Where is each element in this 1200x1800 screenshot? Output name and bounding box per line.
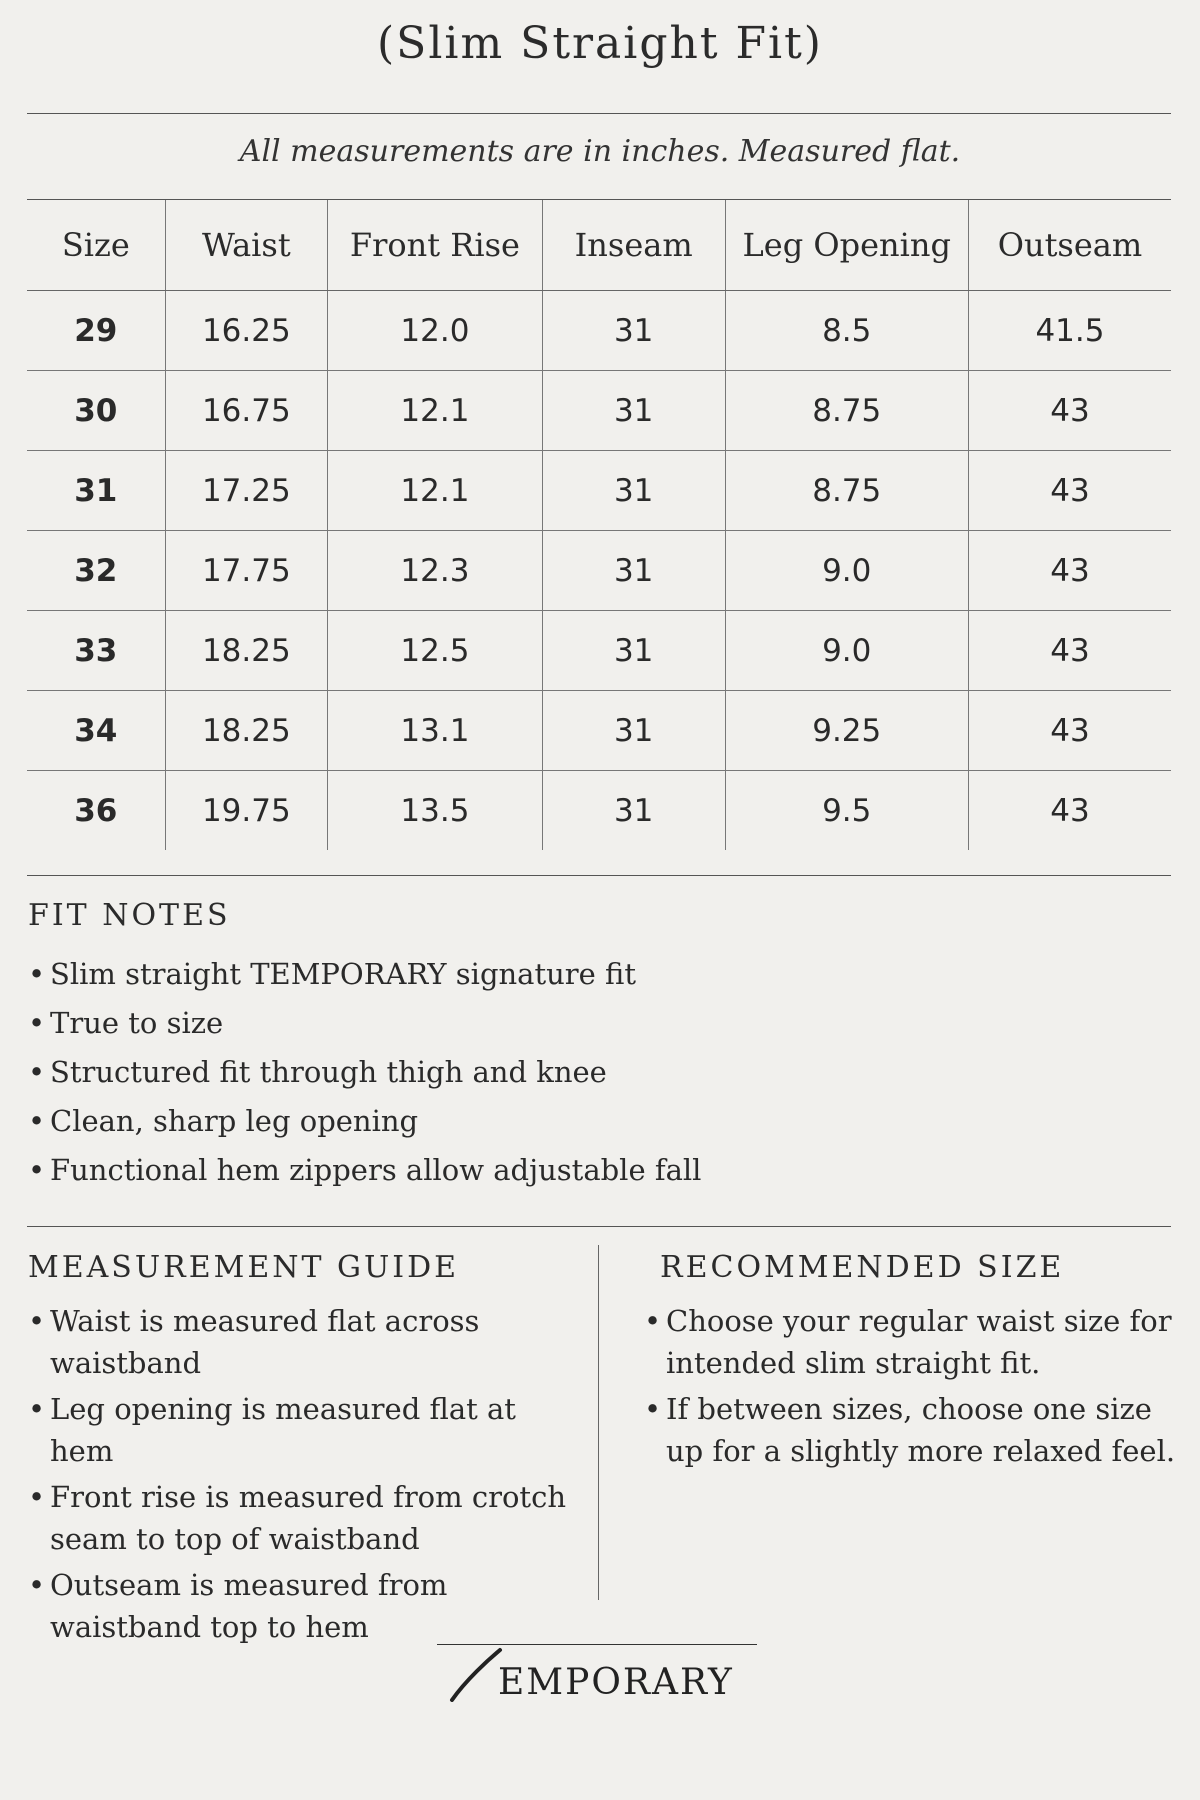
table-row [27, 371, 1171, 451]
waist-cell: 16.75 [165, 371, 327, 451]
column-header-outseam: Outseam [968, 200, 1171, 291]
divider [27, 875, 1171, 876]
leg-opening-cell: 8.75 [725, 451, 968, 531]
outseam-cell: 43 [968, 771, 1171, 851]
leg-opening-cell: 9.0 [725, 531, 968, 611]
table-row [27, 611, 1171, 691]
size-cell: 36 [74, 792, 118, 829]
outseam-cell: 43 [968, 611, 1171, 691]
list-item: • If between sizes, choose one size up for a slightly more relaxed feel. [644, 1388, 1184, 1472]
list-item: • Waist is measured flat across waistband [28, 1300, 568, 1384]
divider [27, 113, 1171, 114]
front-rise-cell: 12.1 [328, 371, 543, 451]
size-cell: 31 [27, 451, 165, 531]
inseam-cell: 31 [542, 451, 725, 531]
size-cell: 33 [27, 611, 165, 691]
measurement-note: All measurements are in inches. Measured flat. [239, 134, 961, 169]
table-row [27, 771, 1171, 851]
measurement-guide-heading: MEASUREMENT GUIDE [28, 1250, 460, 1285]
leg-opening-cell: 8.75 [725, 371, 968, 451]
list-item: • Clean, sharp leg opening [28, 1097, 1168, 1146]
list-item: • Choose your regular waist size for intended slim straight fit. [644, 1300, 1184, 1384]
table-row [27, 451, 1171, 531]
inseam-cell: 31 [542, 691, 725, 771]
list-item: • Front rise is measured from crotch seam to top of waistband [28, 1476, 568, 1560]
size-table [27, 200, 1171, 850]
list-item: • Leg opening is measured flat at hem [28, 1388, 568, 1472]
front-rise-cell: 12.5 [328, 611, 543, 691]
table-row [27, 691, 1171, 771]
divider [27, 1226, 1171, 1227]
inseam-cell: 31 [542, 531, 725, 611]
waist-cell: 18.25 [165, 611, 327, 691]
measurement-guide-list [28, 1300, 568, 1652]
table-row [27, 531, 1171, 611]
inseam-cell: 31 [542, 611, 725, 691]
list-item: • Outseam is measured from waistband top to hem [28, 1564, 568, 1648]
fit-notes-list [28, 950, 1168, 1195]
column-header-waist: Waist [165, 200, 327, 291]
column-header-inseam: Inseam [542, 200, 725, 291]
front-rise-cell: 12.3 [328, 531, 543, 611]
front-rise-cell: 12.0 [328, 291, 543, 371]
leg-opening-cell: 9.25 [725, 691, 968, 771]
column-header-front-rise: Front Rise [328, 200, 543, 291]
table-header-row [27, 200, 1171, 291]
outseam-cell: 41.5 [968, 291, 1171, 371]
list-item: • Slim straight TEMPORARY signature fit [28, 950, 1168, 999]
waist-cell: 19.75 [165, 771, 327, 851]
front-rise-cell: 13.5 [328, 771, 543, 851]
outseam-cell: 43 [968, 371, 1171, 451]
list-item: • True to size [28, 999, 1168, 1048]
inseam-cell: 31 [542, 771, 725, 851]
leg-opening-cell: 9.5 [725, 771, 968, 851]
list-item: • Structured fit through thigh and knee [28, 1048, 1168, 1097]
column-header-leg-opening: Leg Opening [725, 200, 968, 291]
inseam-cell: 31 [542, 371, 725, 451]
inseam-cell: 31 [542, 291, 725, 371]
list-item: • Functional hem zippers allow adjustable fall [28, 1146, 1168, 1195]
outseam-cell: 43 [968, 451, 1171, 531]
logo-rule [437, 1644, 757, 1645]
waist-cell: 17.25 [165, 451, 327, 531]
column-header-size: Size [27, 200, 165, 291]
outseam-cell: 43 [968, 691, 1171, 771]
front-rise-cell: 13.1 [328, 691, 543, 771]
waist-cell: 18.25 [165, 691, 327, 771]
leg-opening-cell: 8.5 [725, 291, 968, 371]
waist-cell: 17.75 [165, 531, 327, 611]
outseam-cell: 43 [968, 531, 1171, 611]
page-title: (Slim Straight Fit) [377, 18, 823, 69]
recommended-size-heading: RECOMMENDED SIZE [660, 1250, 1065, 1285]
logo-text: EMPORARY [498, 1662, 734, 1703]
size-cell: 29 [27, 291, 165, 371]
column-divider [598, 1245, 599, 1600]
recommended-size-list [644, 1300, 1184, 1476]
size-cell: 30 [27, 371, 165, 451]
waist-cell: 16.25 [165, 291, 327, 371]
fit-notes-heading: FIT NOTES [28, 898, 231, 933]
front-rise-cell: 12.1 [328, 451, 543, 531]
leg-opening-cell: 9.0 [725, 611, 968, 691]
size-cell: 32 [27, 531, 165, 611]
size-cell: 34 [27, 691, 165, 771]
table-row [27, 291, 1171, 371]
